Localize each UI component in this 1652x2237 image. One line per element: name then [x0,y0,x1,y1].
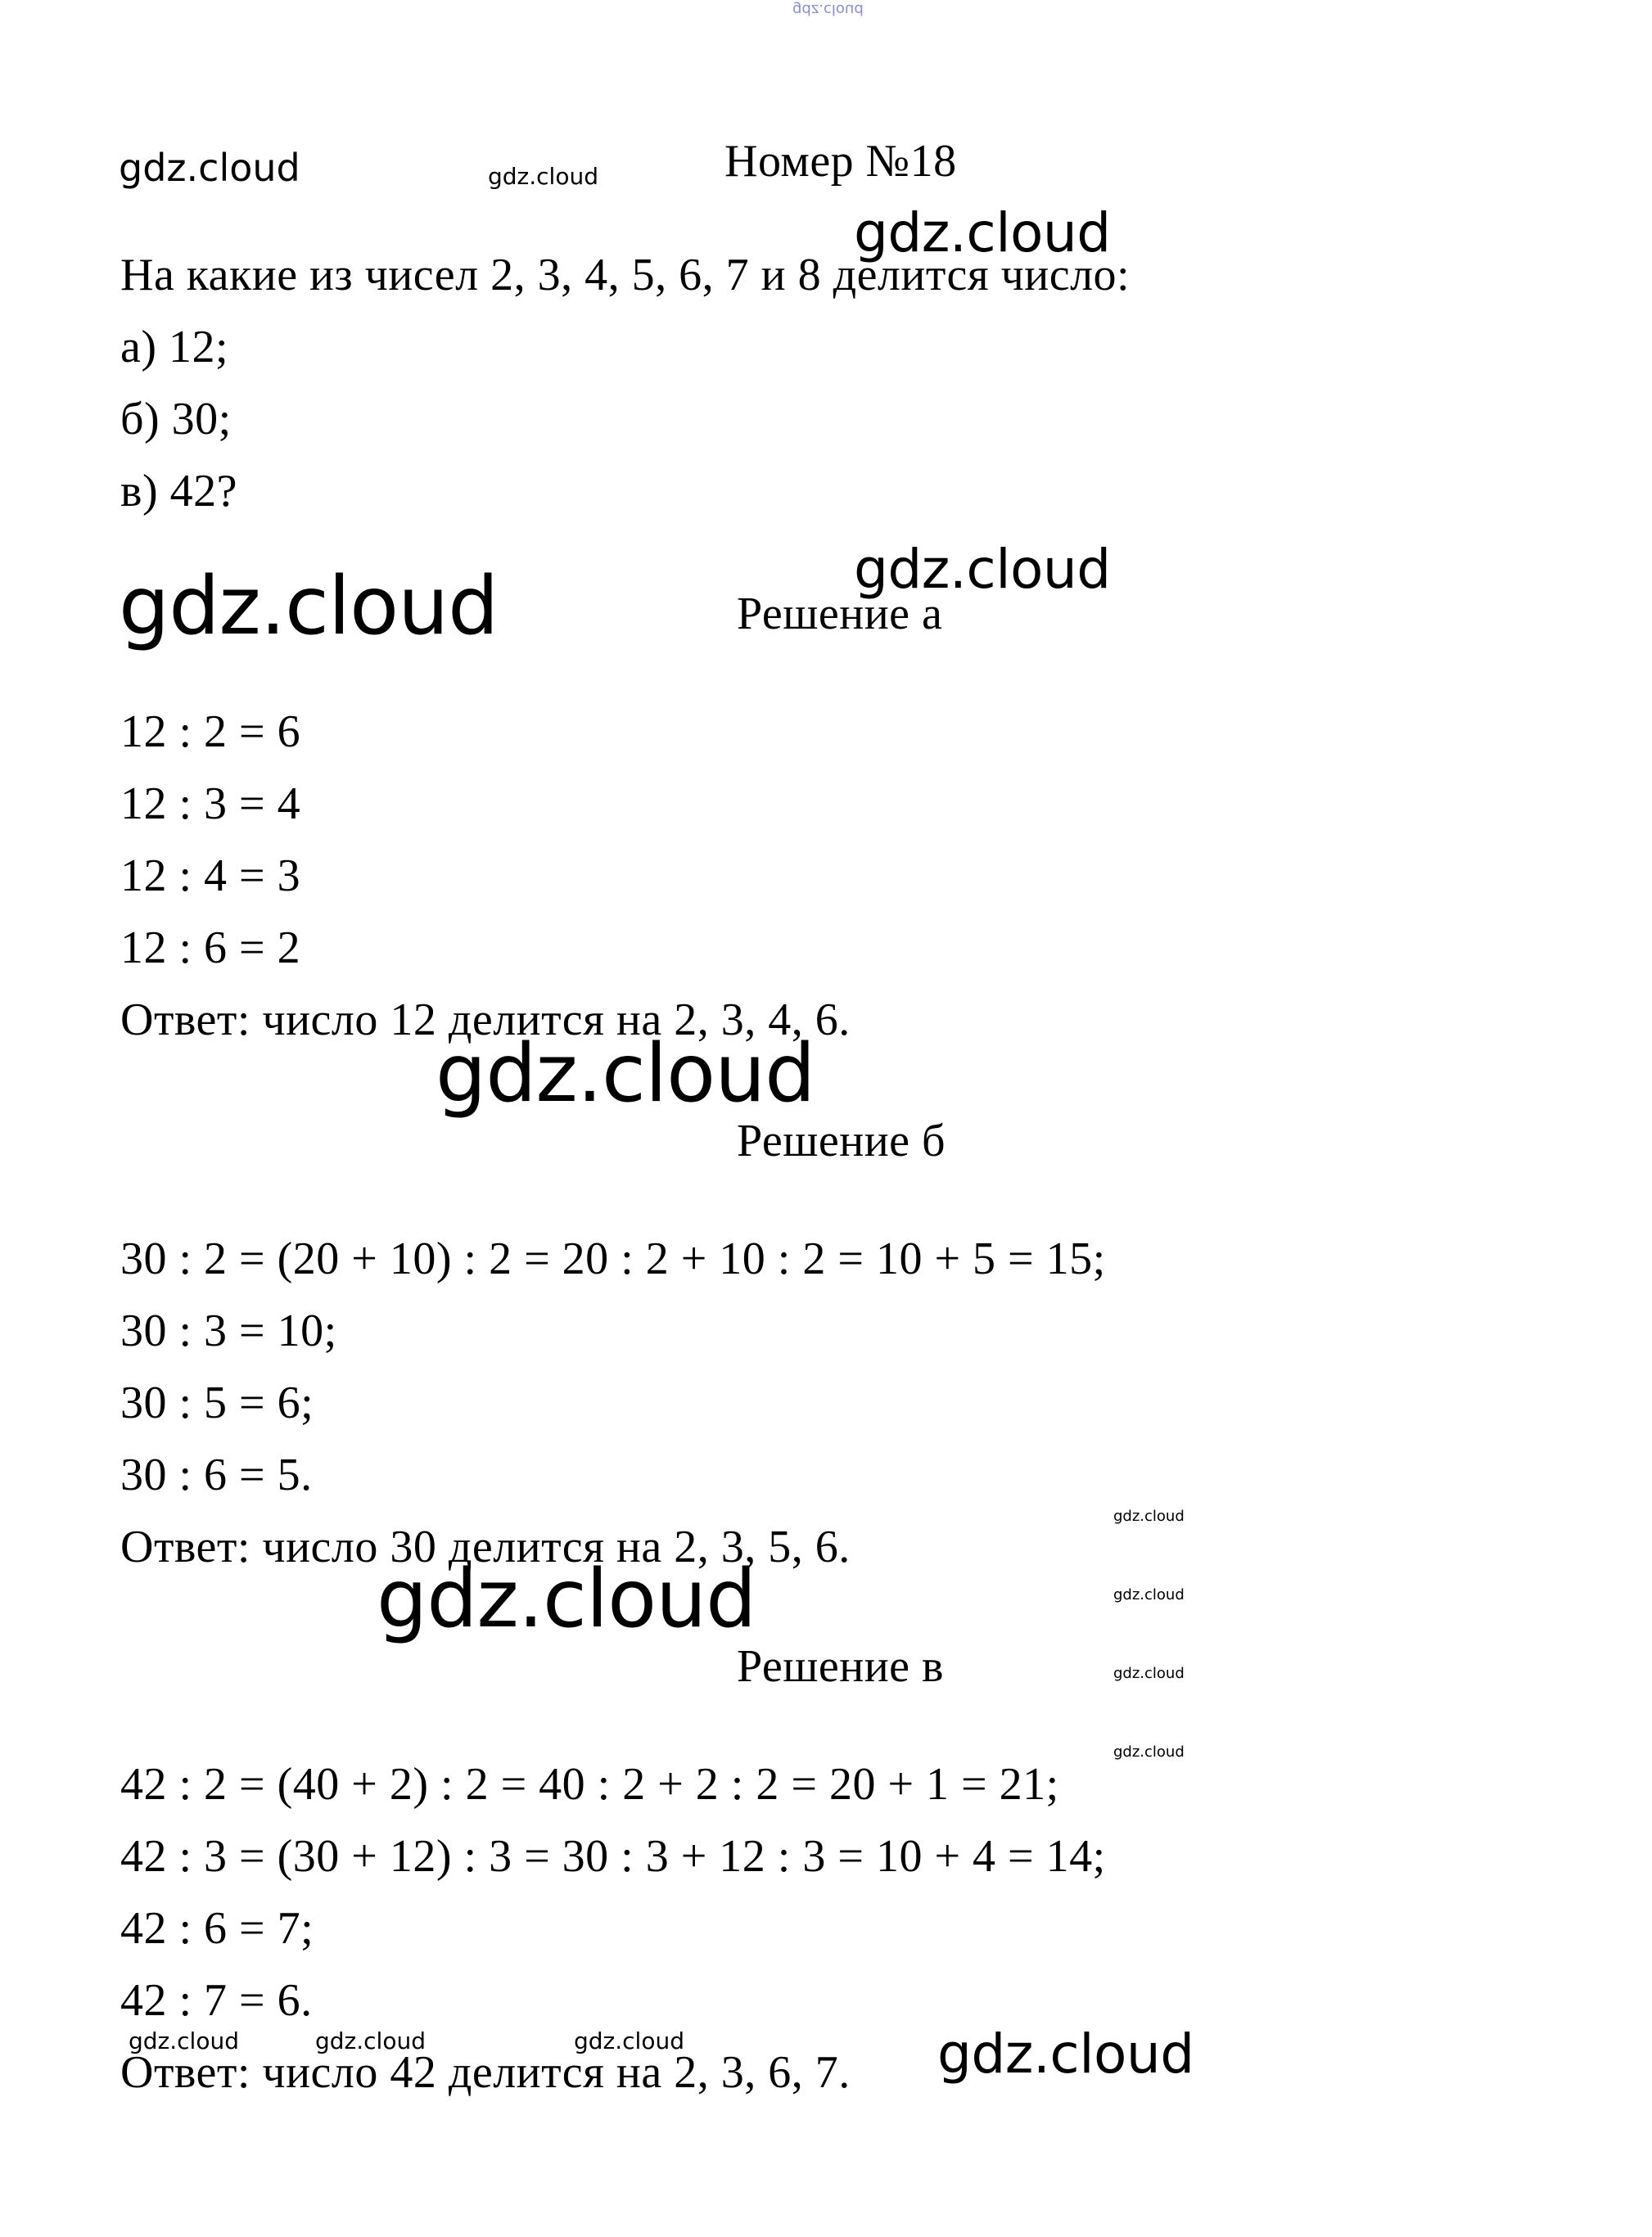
option-v: в) 42? [120,466,237,516]
solution-a-answer: Ответ: число 12 делится на 2, 3, 4, 6. [120,994,851,1045]
watermark-question: gdz.cloud [854,201,1111,264]
watermark-top: gdz.cloud [792,1,864,18]
watermark-margin-3: gdz.cloud [1113,1665,1185,1682]
watermark-footer-1: gdz.cloud [129,2027,239,2054]
solution-b-line-3: 30 : 5 = 6; [120,1378,314,1428]
watermark-big-b: gdz.cloud [436,1027,815,1121]
watermark-heading-a: gdz.cloud [854,538,1111,601]
solution-a-line-3: 12 : 4 = 3 [120,850,301,901]
solution-v-line-2: 42 : 3 = (30 + 12) : 3 = 30 : 3 + 12 : 3 = 10 + 4 = 14; [120,1831,1106,1882]
option-a: а) 12; [120,322,229,372]
watermark-margin-4: gdz.cloud [1113,1743,1185,1761]
solution-b-answer: Ответ: число 30 делится на 2, 3, 5, 6. [120,1522,851,1572]
watermark-footer-2: gdz.cloud [315,2027,426,2054]
solution-b-line-4: 30 : 6 = 5. [120,1450,313,1500]
solution-v-answer: Ответ: число 42 делится на 2, 3, 6, 7. [120,2047,851,2098]
question-text: На какие из чисел 2, 3, 4, 5, 6, 7 и 8 делится число: [120,250,1131,300]
solution-a-line-2: 12 : 3 = 4 [120,778,301,829]
solution-a-line-4: 12 : 6 = 2 [120,922,301,973]
solution-b-line-2: 30 : 3 = 10; [120,1306,337,1356]
watermark-big-v: gdz.cloud [377,1553,756,1646]
watermark-header-left: gdz.cloud [119,146,300,190]
solution-v-heading: Решение в [737,1641,944,1692]
solution-v-line-4: 42 : 7 = 6. [120,1975,313,2026]
problem-title: Номер №18 [724,136,957,187]
solution-v-line-3: 42 : 6 = 7; [120,1903,314,1954]
watermark-footer-large: gdz.cloud [937,2023,1194,2086]
solution-b-heading: Решение б [737,1116,946,1166]
solution-b-line-1: 30 : 2 = (20 + 10) : 2 = 20 : 2 + 10 : 2 = 10 + 5 = 15; [120,1234,1106,1284]
watermark-margin-1: gdz.cloud [1113,1508,1185,1525]
solution-a-heading: Решение а [737,589,943,639]
solution-v-line-1: 42 : 2 = (40 + 2) : 2 = 40 : 2 + 2 : 2 = 20 + 1 = 21; [120,1759,1059,1810]
watermark-footer-3: gdz.cloud [574,2027,684,2054]
watermark-big-a: gdz.cloud [119,560,499,653]
option-b: б) 30; [120,394,232,444]
watermark-header-small: gdz.cloud [488,163,598,190]
watermark-margin-2: gdz.cloud [1113,1586,1185,1603]
solution-a-line-1: 12 : 2 = 6 [120,706,301,757]
